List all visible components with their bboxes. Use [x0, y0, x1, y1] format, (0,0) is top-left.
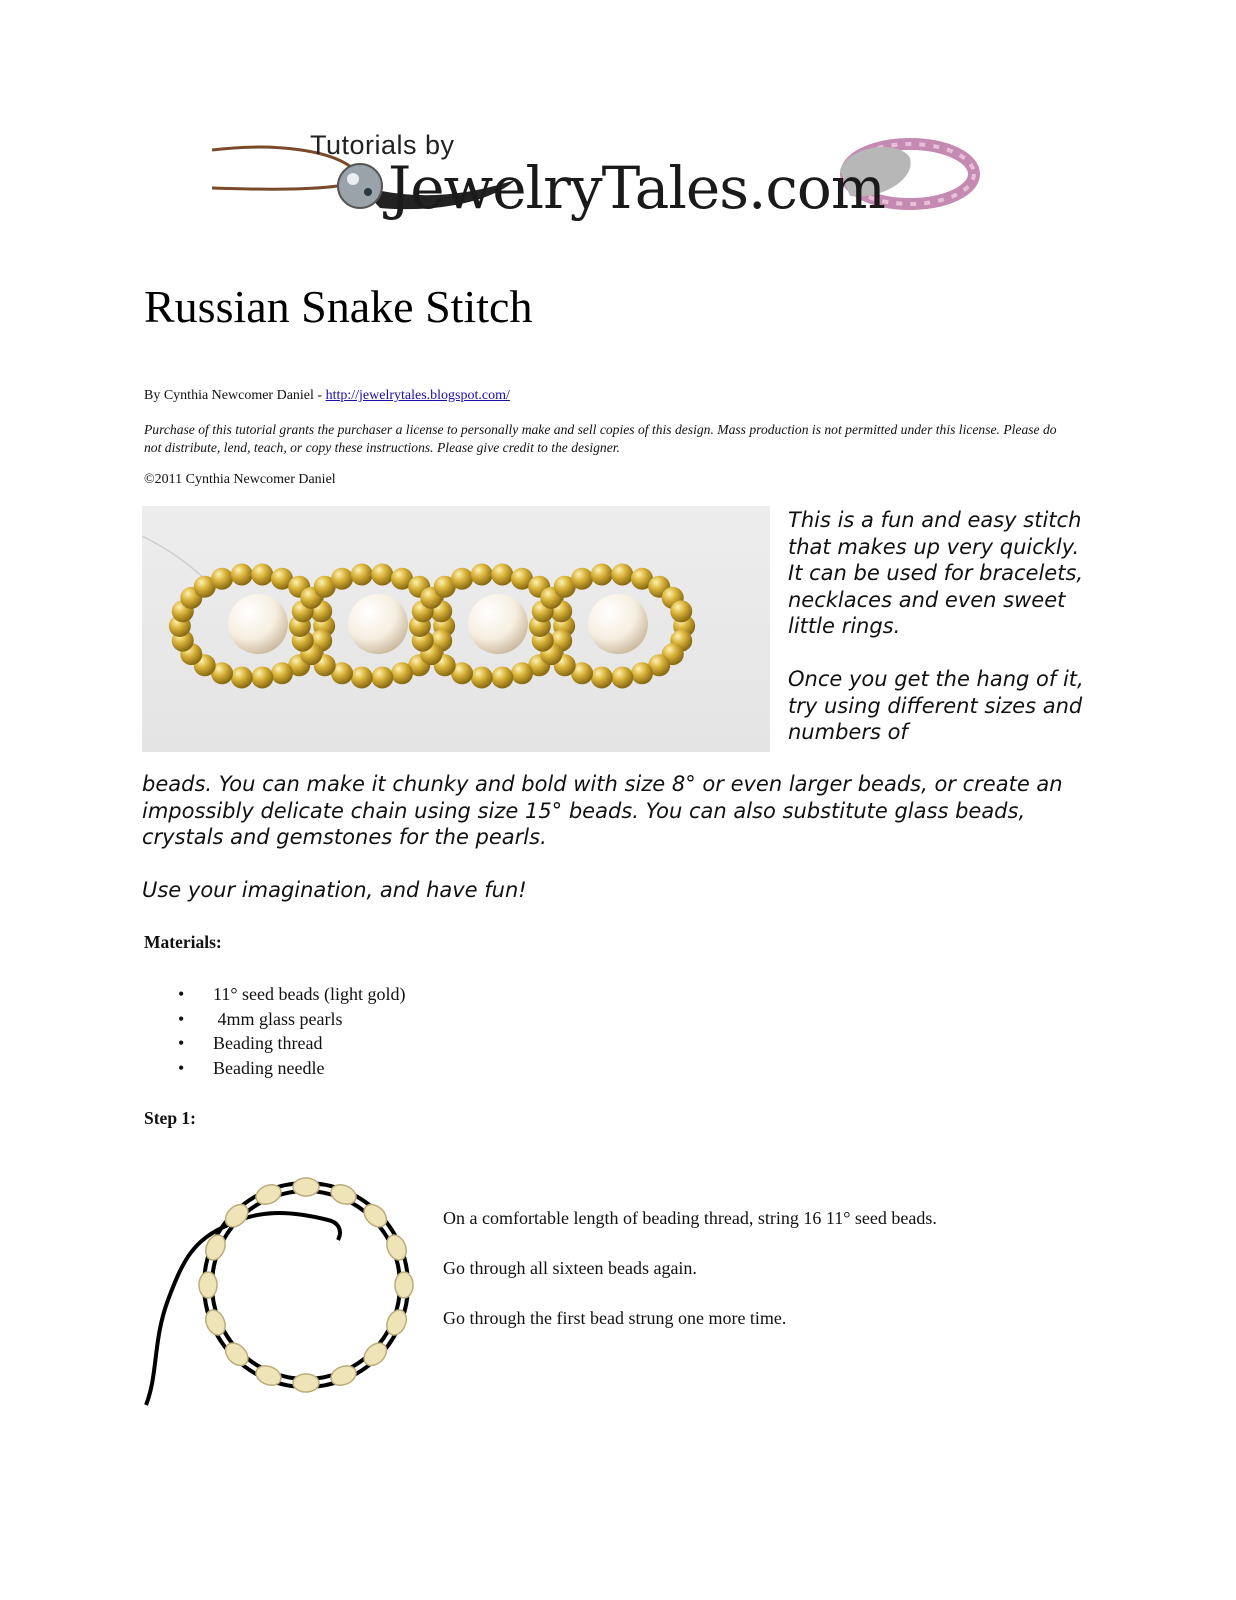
seed-bead [371, 666, 393, 688]
bead-chain-illustration [142, 506, 770, 752]
intro-paragraph-2-start: Once you get the hang of it, try using different sizes and numbers of [788, 667, 1084, 744]
step-1-line-3: Go through the first bead strung one more time. [443, 1308, 787, 1328]
seed-bead [611, 564, 633, 586]
seed-bead [360, 1339, 391, 1370]
seed-bead [211, 568, 233, 590]
materials-list [178, 982, 406, 1080]
seed-bead [511, 662, 533, 684]
seed-bead [631, 662, 653, 684]
seed-bead [591, 666, 613, 688]
list-item: • 11° seed beads (light gold) [178, 982, 406, 1007]
seed-bead [231, 666, 253, 688]
logo-wordmark: JewelryTales.com [388, 154, 885, 222]
intro-paragraph-2-rest: beads. You can make it chunky and bold with size 8° or even larger beads, or create an impossibly delicate chain using size 15° beads. You can also substitute glass beads, crystals and gemstones for the pearls. [142, 772, 1063, 849]
seed-bead [391, 662, 413, 684]
seed-bead [351, 666, 373, 688]
seed-bead [251, 666, 273, 688]
seed-bead [251, 564, 273, 586]
leather-cord-2 [212, 184, 350, 189]
bead-loops [169, 564, 695, 689]
seed-bead [199, 1272, 217, 1298]
seed-bead [351, 564, 373, 586]
blog-link[interactable]: http://jewelrytales.blogspot.com/ [325, 388, 510, 403]
seed-bead [360, 1200, 391, 1231]
seed-bead [395, 1272, 413, 1298]
intro-full-width [142, 771, 1102, 904]
seed-bead [491, 666, 513, 688]
seed-bead-ring [199, 1178, 413, 1392]
seed-bead [231, 564, 253, 586]
intro-paragraph-3: Use your imagination, and have fun! [142, 878, 527, 902]
list-item: • 4mm glass pearls [178, 1007, 406, 1032]
seed-bead [293, 1178, 319, 1196]
license-notice: Purchase of this tutorial grants the purchaser a license to personally make and sell copies of this design. Mass production is not permitted under this license. Please do not distribute, lend, teach, or copy these instructions. Please give credit to the designer. [144, 422, 1057, 455]
seed-bead [221, 1339, 252, 1370]
seed-bead [571, 568, 593, 590]
step-1-line-1: On a comfortable length of beading thread, string 16 11° seed beads. [443, 1208, 937, 1228]
copyright: ©2011 Cynthia Newcomer Daniel [144, 472, 336, 487]
intro-right-column [788, 507, 1088, 746]
seed-bead [670, 600, 692, 622]
seed-bead [611, 666, 633, 688]
step-1-heading: Step 1: [144, 1108, 197, 1128]
seed-bead [491, 564, 513, 586]
byline [144, 388, 510, 404]
seed-bead [331, 568, 353, 590]
pearl-bead [468, 594, 528, 654]
step-1-line-2: Go through all sixteen beads again. [443, 1258, 697, 1278]
byline-author: By Cynthia Newcomer Daniel - [144, 388, 326, 403]
pearl-bead [228, 594, 288, 654]
list-item: • Beading needle [178, 1056, 406, 1081]
step-1-diagram [138, 1150, 438, 1415]
silver-bead-icon [338, 164, 382, 208]
seed-bead [471, 666, 493, 688]
seed-bead [271, 662, 293, 684]
header-logo [210, 118, 990, 248]
seed-bead [471, 564, 493, 586]
seed-bead [451, 568, 473, 590]
page-title: Russian Snake Stitch [144, 281, 533, 332]
pearl-bead [348, 594, 408, 654]
logo-tagline: Tutorials by [310, 130, 455, 160]
materials-heading: Materials: [144, 932, 222, 952]
bead-chain-photo [142, 506, 770, 752]
step-1-instructions [443, 1208, 937, 1358]
seed-bead [293, 1374, 319, 1392]
pearl-bead [588, 594, 648, 654]
seed-bead [591, 564, 613, 586]
list-item: • Beading thread [178, 1031, 406, 1056]
seed-bead [371, 564, 393, 586]
intro-paragraph-1: This is a fun and easy stitch that makes up very quickly. It can be used for bracelets, necklaces and even sweet little rings. [788, 508, 1084, 638]
